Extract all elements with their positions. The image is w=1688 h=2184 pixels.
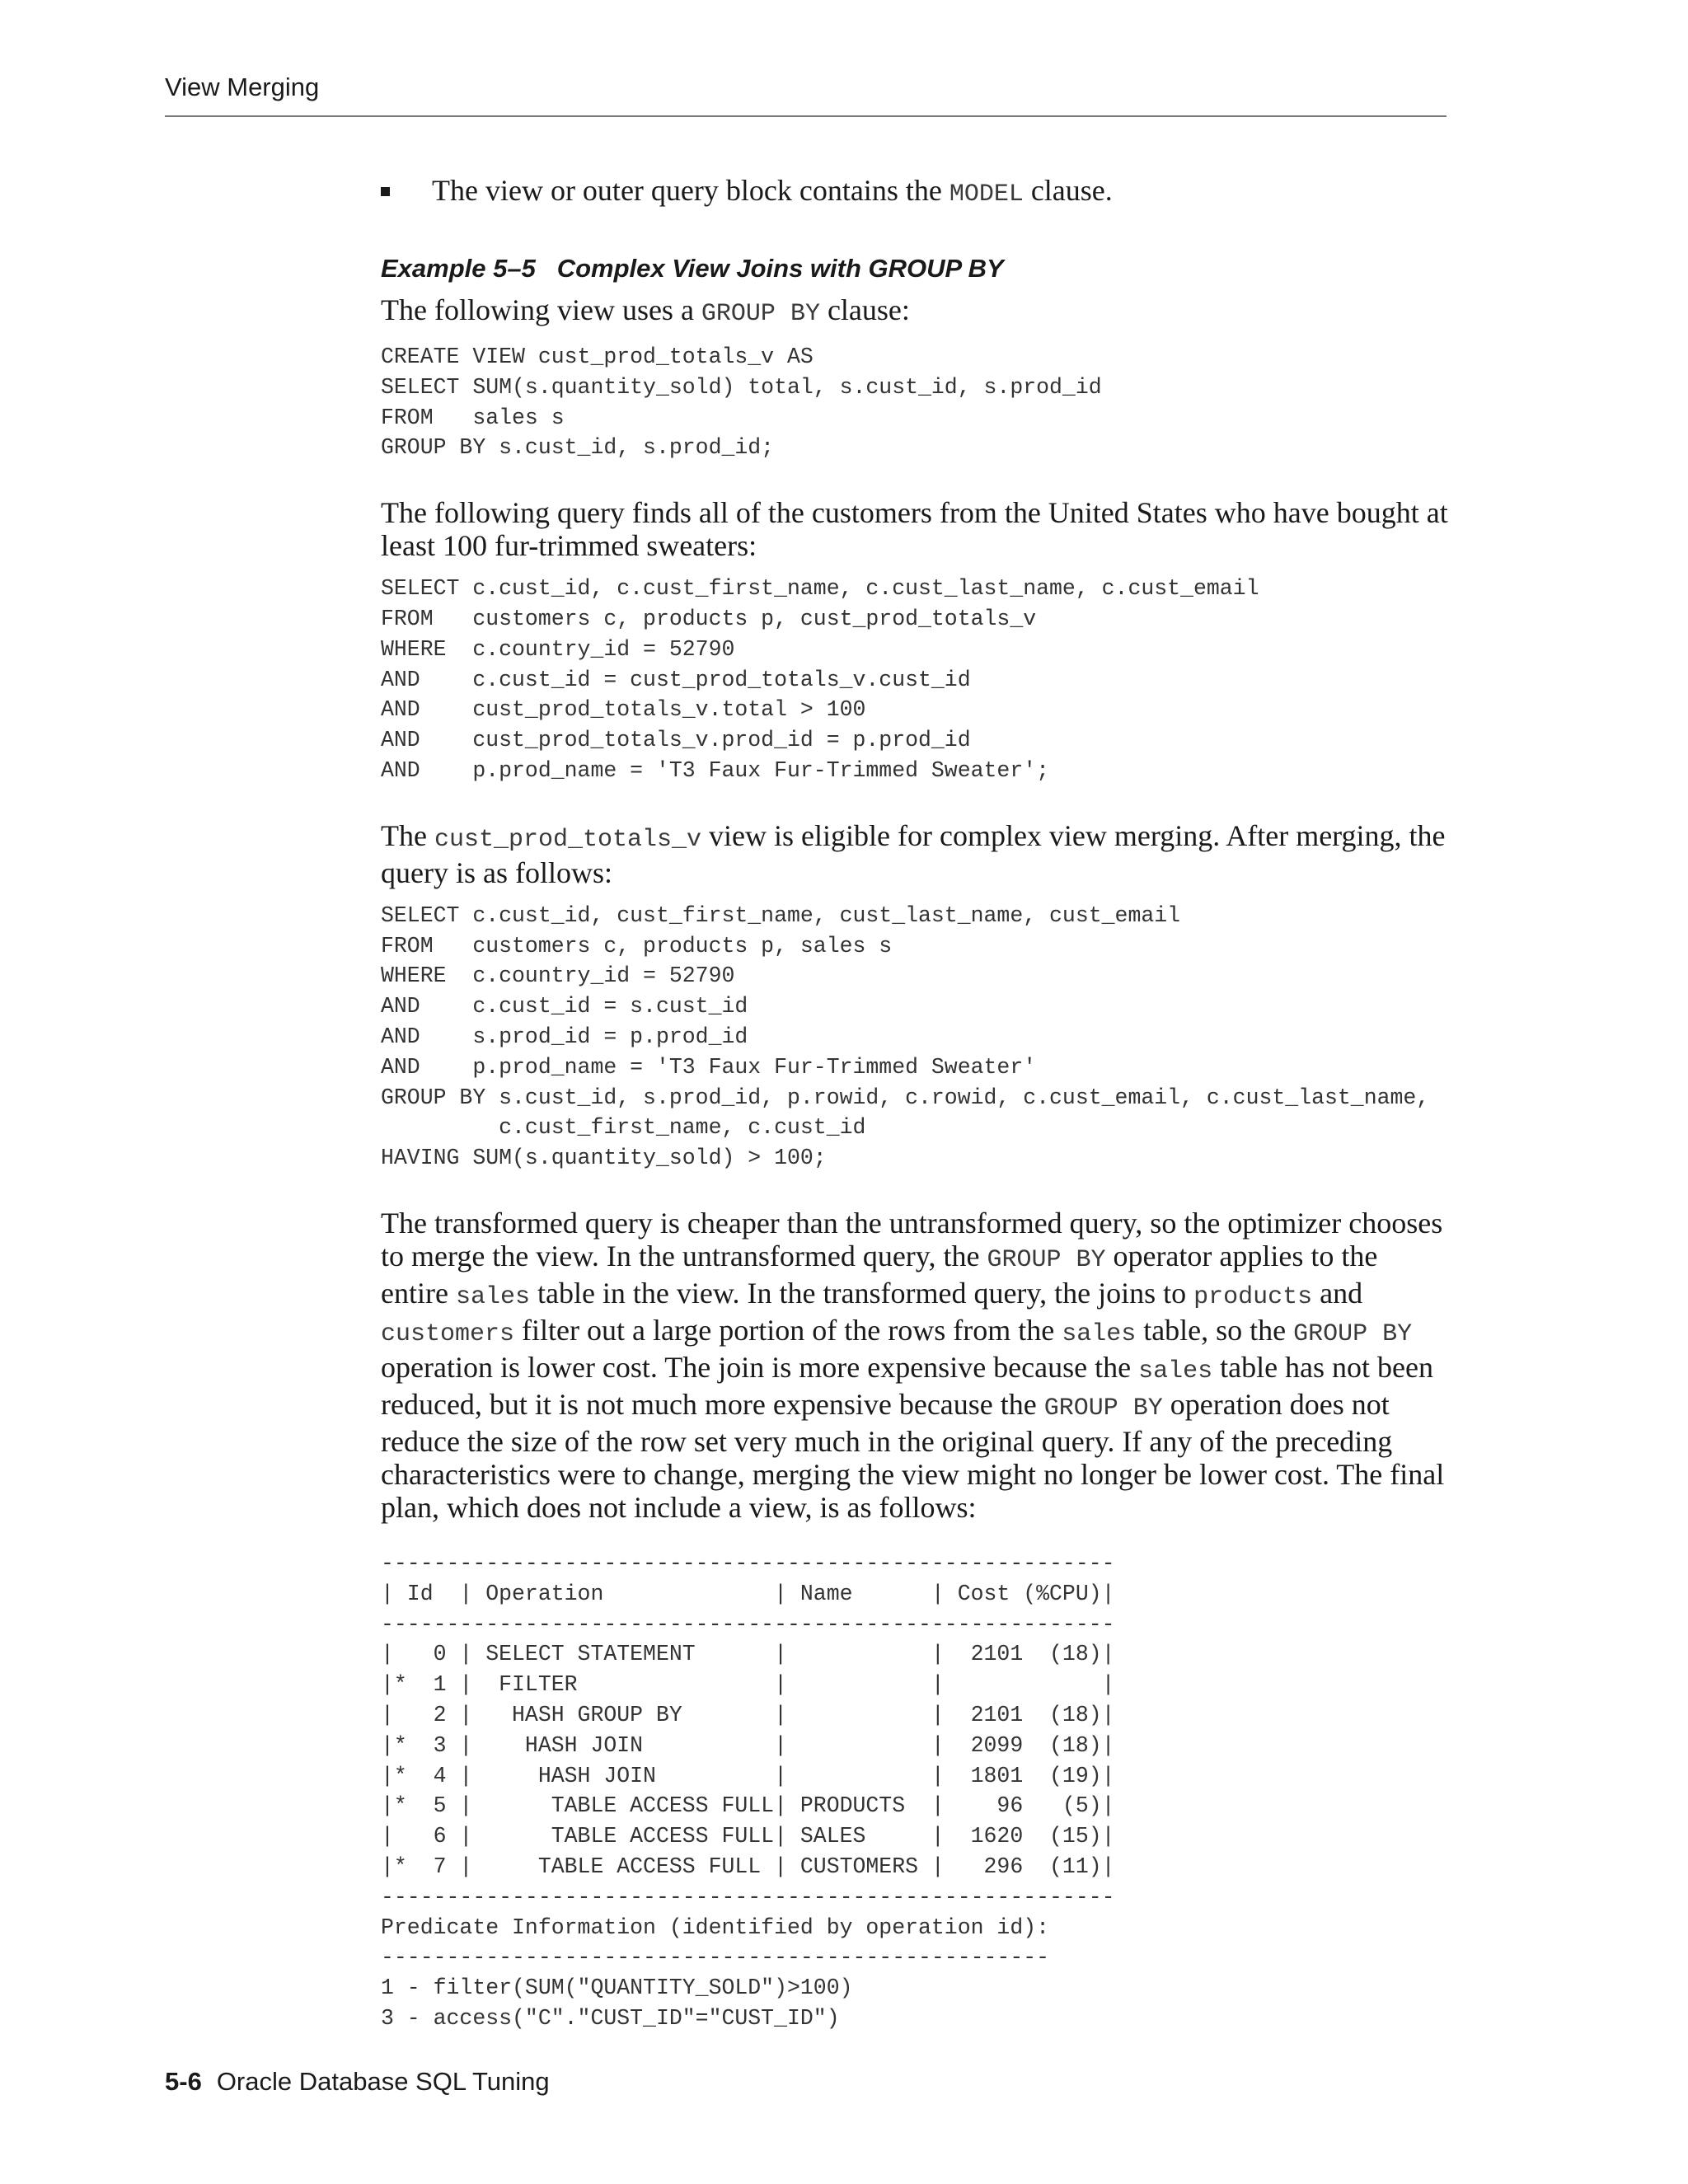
code-original-query: SELECT c.cust_id, c.cust_first_name, c.cust_last_name, c.cust_email FROM customers c, products p, cust_prod_totals_v WHERE c.country_id = 52790 AND c.cust_id = cust_prod_totals_v.cust_id AND cust_prod_totals_v.total > 100 AND cust_prod_totals_v.prod_id = p.prod_id AND p.prod_name = 'T3 Faux Fur-Trimmed Sweater'; (381, 576, 1259, 783)
para4-code-6: GROUP BY (1293, 1319, 1413, 1348)
para4-text-3: table in the view. In the transformed query, the joins to (529, 1276, 1194, 1310)
bullet-item (381, 169, 1452, 216)
paragraph-cost-explanation (381, 1207, 1452, 1524)
book-title: Oracle Database SQL Tuning (216, 2067, 550, 2096)
para4-text-5: filter out a large portion of the rows from the (514, 1313, 1062, 1347)
para4-code-3: products (1193, 1282, 1313, 1311)
para1-text-pre: The following view uses a (381, 293, 701, 326)
para4-text-9: operation does not reduce the size of the row set very much in the original query. If any of the preceding characteristics were to change, merging the view might no longer be lower cost. The final plan, which does not include a view, is as follows: (381, 1387, 1445, 1524)
para4-text-8: table has not been reduced, but it is not much more expensive because the (381, 1350, 1434, 1421)
bullet-text-post: clause. (1023, 174, 1113, 207)
header-rule (165, 115, 1447, 117)
para3-text-post: view is eligible for complex view merging. After merging, the query is as follows: (381, 818, 1446, 889)
para3-code: cust_prod_totals_v (434, 825, 702, 854)
para3-text-pre: The (381, 818, 434, 852)
running-footer (165, 2067, 550, 2097)
para4-text-2: operator applies to the entire (381, 1239, 1378, 1310)
paragraph-query-intro: The following query finds all of the customers from the United States who have bought at least 100 fur-trimmed sweaters: (381, 496, 1448, 563)
code-create-view: CREATE VIEW cust_prod_totals_v AS SELECT SUM(s.quantity_sold) total, s.cust_id, s.prod_id FROM sales s GROUP BY s.cust_id, s.prod_id; (381, 344, 1102, 461)
para4-text-6: table, so the (1136, 1313, 1294, 1347)
bullet-square-icon (381, 187, 390, 196)
para1-code: GROUP BY (701, 300, 820, 328)
bullet-text-pre: The view or outer query block contains the (432, 174, 950, 207)
para4-code-4: customers (381, 1319, 515, 1348)
code-merged-query: SELECT c.cust_id, cust_first_name, cust_last_name, cust_email FROM customers c, products p, sales s WHERE c.country_id = 52790 AND c.cust_id = s.cust_id AND s.prod_id = p.prod_id AND p.prod_name = 'T3 Faux Fur-Trimmed Sweater' GROUP BY s.cust_id, s.prod_id, p.rowid, c.rowid, c.cust_email, c.cust_last_name, c.cust_first_name, c.cust_id HAVING SUM(s.quantity_sold) > 100; (381, 902, 1430, 1171)
page-number: 5-6 (165, 2067, 202, 2096)
bullet-code-model: MODEL (949, 180, 1024, 209)
example-name: Complex View Joins with GROUP BY (556, 254, 1004, 283)
para4-text-1: The transformed query is cheaper than the untransformed query, so the optimizer chooses to merge the view. In the untransformed query, the (381, 1206, 1443, 1272)
para4-text-4: and (1312, 1276, 1363, 1310)
paragraph-merge-intro (381, 819, 1452, 889)
para4-code-1: GROUP BY (987, 1245, 1106, 1274)
para4-text-7: operation is lower cost. The join is more expensive because the (381, 1350, 1139, 1384)
page-content (381, 169, 1452, 2042)
para4-code-8: GROUP BY (1043, 1394, 1163, 1422)
para1-text-post: clause: (819, 293, 910, 326)
para4-code-5: sales (1062, 1319, 1137, 1348)
running-header: View Merging (165, 73, 320, 101)
example-label: Example 5–5 (381, 254, 536, 283)
example-title (381, 252, 1452, 285)
para4-code-2: sales (455, 1282, 530, 1311)
execution-plan-table: -------------------------------------------------------- | Id | Operation | Name | Cost (%CPU)| -------------------------------------------------------- | 0 | SELECT STATEMENT | | 2101 (18)| |* 1 | FILTER | | | | 2 | HASH GROUP BY | | 2101 (18)| |* 3 | HASH JOIN | | 2099 (18)| |* 4 | HASH JOIN | | 1801 (19)| |* 5 | TABLE ACCESS FULL| PRODUCTS | 96 (5)| | 6 | TABLE ACCESS FULL| SALES | 1620 (15)| |* 7 | TABLE ACCESS FULL | CUSTOMERS | 296 (11)| -------------------------------------------------------- Predicate Information (identified by operation id): --------------------------------------------------- 1 - filter(SUM("QUANTITY_SOLD")>100) 3 - access("C"."CUST_ID"="CUST_ID") (381, 1550, 1115, 2031)
para4-code-7: sales (1138, 1357, 1213, 1385)
paragraph-view-intro (381, 293, 1452, 330)
